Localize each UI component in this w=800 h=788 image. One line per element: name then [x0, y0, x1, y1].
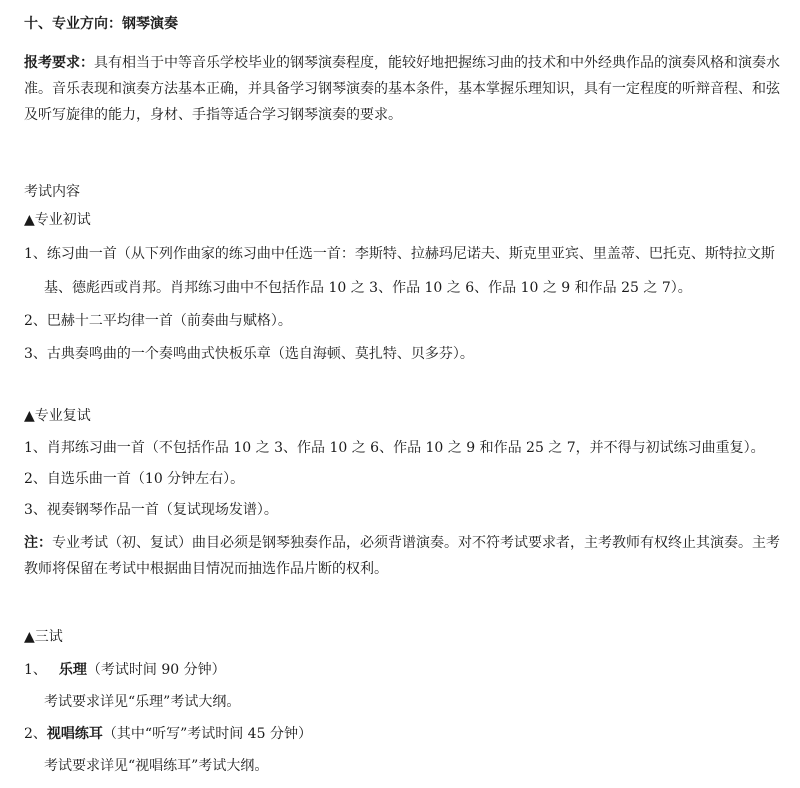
note-paragraph — [24, 530, 784, 582]
retest-item-1 — [24, 438, 765, 458]
item-number: 1、 — [24, 662, 47, 678]
third-title: ▲三试 — [24, 629, 63, 645]
item-number: 2、 — [24, 471, 47, 487]
requirements-label: 报考要求： — [24, 55, 94, 71]
item-text: 古典奏鸣曲的一个奏鸣曲式快板乐章（选自海顿、莫扎特、贝多芬）。 — [46, 346, 474, 362]
third-item-1-sub: 考试要求详见“乐理”考试大纲。 — [44, 694, 241, 710]
item-detail: （考试时间 90 分钟） — [86, 662, 226, 678]
retest-item-2 — [24, 469, 244, 489]
retest-title: ▲专业复试 — [24, 408, 91, 424]
item-text: 练习曲一首（从下列作曲家的练习曲中任选一首：李斯特、拉赫玛尼诺夫、斯克里亚宾、里盖蒂、巴托克、斯特拉文斯 — [46, 246, 775, 262]
third-item-2 — [24, 724, 312, 744]
requirements-paragraph — [24, 50, 784, 128]
item-detail: （其中“听写”考试时间 45 分钟） — [102, 726, 312, 742]
item-text: 视奏钢琴作品一首（复试现场发谱）。 — [46, 502, 278, 518]
item-number: 3、 — [24, 502, 47, 518]
preliminary-item-3 — [24, 344, 474, 364]
preliminary-item-2 — [24, 311, 292, 331]
item-number: 2、 — [24, 313, 47, 329]
item-text: 自选乐曲一首（10 分钟左右）。 — [46, 471, 245, 487]
item-number: 3、 — [24, 346, 47, 362]
preliminary-item-1 — [24, 244, 775, 264]
item-number: 1、 — [24, 440, 47, 456]
item-number: 2、 — [24, 726, 47, 742]
item-label: 视唱练耳 — [46, 726, 103, 742]
note-text: 专业考试（初、复试）曲目必须是钢琴独奏作品，必须背谱演奏。对不符考试要求者，主考教师有权终止其演奏。主考教师将保留在考试中根据曲目情况而抽选作品片断的权利。 — [24, 535, 780, 577]
item-text: 肖邦练习曲一首（不包括作品 10 之 3、作品 10 之 6、作品 10 之 9 和作品 25 之 7，并不得与初试练习曲重复）。 — [46, 440, 765, 456]
third-item-2-sub: 考试要求详见“视唱练耳”考试大纲。 — [44, 758, 269, 774]
item-number: 1、 — [24, 246, 47, 262]
exam-content-title: 考试内容 — [24, 184, 80, 200]
requirements-text: 具有相当于中等音乐学校毕业的钢琴演奏程度，能较好地把握练习曲的技术和中外经典作品的演奏风格和演奏水准。音乐表现和演奏方法基本正确，并具备学习钢琴演奏的基本条件，基本掌握乐理知识，具有一定程度的听辩音程、和弦及听写旋律的能力，身材、手指等适合学习钢琴演奏的要求。 — [24, 55, 780, 123]
preliminary-title: ▲专业初试 — [24, 212, 91, 228]
third-item-1 — [24, 660, 226, 680]
item-label: 乐理 — [58, 662, 87, 678]
retest-item-3 — [24, 500, 278, 520]
note-label: 注： — [24, 535, 52, 551]
preliminary-item-1-continued: 基、德彪西或肖邦。肖邦练习曲中不包括作品 10 之 3、作品 10 之 6、作品 10 之 9 和作品 25 之 7）。 — [44, 280, 692, 296]
item-text: 巴赫十二平均律一首（前奏曲与赋格）。 — [46, 313, 292, 329]
section-heading: 十、专业方向：钢琴演奏 — [24, 16, 178, 32]
